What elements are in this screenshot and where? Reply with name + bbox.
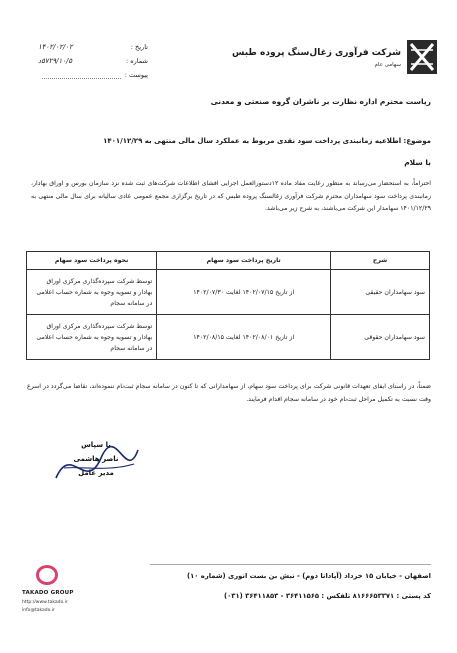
number-row	[38, 54, 148, 68]
table-header: تاریخ پرداخت سود سهام	[157, 252, 331, 270]
table-row	[27, 270, 430, 315]
table-cell: سود سهامداران حقوقی	[331, 315, 430, 360]
footer-address: اصفهان - خیابان ۱۵ خرداد (آپادانا دوم) - نبش بن بست انوری (شماره ۱۰)	[187, 572, 431, 580]
table-cell: توسط شرکت سپرده‌گذاری مرکزی اوراق بهادار و تسویه وجوه به شماره حساب اعلامی در سامانه سجام	[27, 315, 157, 360]
table-cell: از تاریخ ۱۴۰۲/۰۸/۰۱ لغایت ۱۴۰۲/۰۸/۱۵	[157, 315, 331, 360]
table-row	[27, 315, 430, 360]
table-cell: از تاریخ ۱۴۰۲/۰۷/۱۵ لغایت ۱۴۰۲/۰۷/۳۰	[157, 270, 331, 315]
greeting: با سلام	[404, 158, 431, 167]
group-name: TAKADO GROUP	[22, 590, 74, 596]
group-website: http://www.takado.ir	[22, 600, 68, 605]
attachment-label: پیوست :	[124, 71, 148, 79]
dividend-schedule-table	[26, 251, 430, 360]
signature-name: ناصر هاشمی	[73, 455, 119, 463]
signature-title: مدیر عامل	[78, 469, 114, 477]
subject-line: موضوع: اطلاعیه زمانبندی پرداخت سود نقدی مربوط به عملکرد سال مالی منتهی به ۱۴۰۱/۱۲/۲۹	[103, 137, 431, 145]
table-header: نحوه پرداخت سود سهام	[27, 252, 157, 270]
recipient: ریاست محترم اداره نظارت بر ناشران گروه صنعتی و معدنی	[210, 97, 431, 106]
footer-divider	[150, 564, 431, 565]
number-label: شماره :	[126, 57, 148, 65]
company-type: سهامی عام	[374, 62, 401, 68]
company-logo-icon	[407, 40, 437, 74]
signature-block	[46, 438, 146, 496]
takado-logo-icon	[36, 565, 58, 585]
table-header: شرح	[331, 252, 430, 270]
date-row	[38, 40, 148, 54]
signature-closing: با سپاس	[81, 441, 111, 449]
attachment-row	[38, 68, 148, 82]
attachment-blank	[42, 72, 121, 79]
company-name: شرکت فرآوری زغال‌سنگ پروده طبس	[232, 48, 401, 58]
body-paragraph: احتراماً، به استحضار می‌رساند به منظور رعایت مفاد ماده ۱۲دستورالعمل اجرایی افشای اطلاعات شرکت‌های ثبت شده نزد سازمان بورس و اوراق بهادار، زمانبندی پرداخت سود سهامداران محترم شرکت فرآوری زغالسنگ پروده طبس که در تاریخ برگزاری مجمع عمومی عادی سالیانه برای سال مالی منتهی به ۱۴۰۱/۱۲/۲۹ سهامدار این شرکت می‌باشند، به شرح زیر می‌باشد.	[31, 180, 431, 212]
date-value: ۱۴۰۲/۰۲/۰۲	[38, 43, 73, 51]
signature-scribble-icon	[46, 438, 146, 496]
table-header-row	[27, 252, 430, 270]
footer-contact: کد پستی : ۸۱۶۶۶۵۳۳۷۱ تلفکس : ۳۶۴۱۱۵۶۵ - ۳۶۴۱۱۸۵۳ (۰۳۱)	[224, 592, 431, 600]
letter-meta	[38, 40, 148, 82]
note-paragraph: ضمناً، در راستای ایفای تعهدات قانونی شرکت برای پرداخت سود سهام، از سهامدارانی که تا کنون در سامانه سجام ثبت‌نام ننموده‌اند، تقاضا می‌گردد در اسرع وقت نسبت به تکمیل مراحل ثبت‌نام خود در سامانه سجام اقدام فرمایند.	[27, 383, 431, 403]
number-value: ۵۷۲۹/۱۰/۵د	[38, 57, 73, 65]
date-label: تاریخ :	[130, 43, 148, 51]
group-email: info@takado.ir	[22, 608, 55, 613]
table-cell: توسط شرکت سپرده‌گذاری مرکزی اوراق بهادار و تسویه وجوه به شماره حساب اعلامی در سامانه سجام	[27, 270, 157, 315]
table-cell: سود سهامداران حقیقی	[331, 270, 430, 315]
